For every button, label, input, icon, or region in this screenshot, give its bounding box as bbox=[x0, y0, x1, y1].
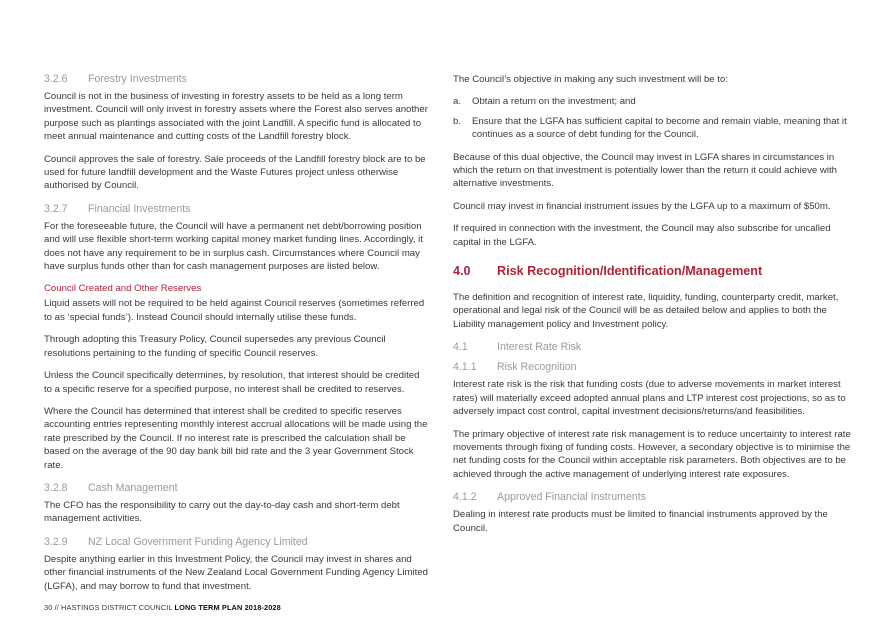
section-number: 4.1.2 bbox=[453, 491, 477, 504]
section-title: Interest Rate Risk bbox=[497, 341, 582, 354]
heading-4-1-2 bbox=[453, 490, 853, 504]
paragraph: The Council’s objective in making any such investment will be to: bbox=[453, 74, 728, 85]
list-marker: a. bbox=[453, 96, 462, 108]
section-number: 3.2.9 bbox=[44, 535, 68, 548]
section-title: Financial Investments bbox=[88, 202, 191, 215]
left-column bbox=[44, 72, 428, 602]
paragraph: Through adopting this Treasury Policy, Council supersedes any previous Council resolutions pertaining to the funding of specific Council reserves. bbox=[44, 334, 386, 359]
section-title: Forestry Investments bbox=[88, 73, 187, 85]
list-item bbox=[453, 95, 853, 108]
paragraph: The definition and recognition of interest rate, liquidity, funding, counterparty credit, market, operational and legal risk of the Council will be as detailed below and applies to both the Liability management policy and Investment policy. bbox=[453, 292, 839, 330]
right-column bbox=[453, 73, 853, 544]
footer-prefix: 30 // HASTINGS DISTRICT COUNCIL bbox=[44, 603, 173, 612]
paragraph: Unless the Council specifically determines, by resolution, that interest should be credited to a specific reserve for a specified purpose, no interest shall be credited to reserves. bbox=[44, 370, 420, 395]
paragraph: Liquid assets will not be required to be held against Council reserves (sometimes referred to as ‘special funds’). Instead Council should internally utilise these funds. bbox=[44, 298, 425, 323]
heading-4-0 bbox=[453, 263, 853, 279]
heading-3-2-9 bbox=[44, 535, 428, 549]
paragraph: The CFO has the responsibility to carry out the day-to-day cash and short-term debt management activities. bbox=[44, 499, 400, 525]
paragraph: Despite anything earlier in this Investment Policy, the Council may invest in shares and other financial instruments of the New Zealand Local Government Funding Agency Limited (LGFA), and may borrow to fund that investment. bbox=[44, 553, 428, 592]
paragraph: Dealing in interest rate products must be limited to financial instruments approved by the Council. bbox=[453, 509, 828, 534]
subheading-reserves: Council Created and Other Reserves bbox=[44, 283, 202, 295]
heading-3-2-7 bbox=[44, 202, 428, 216]
objective-list bbox=[453, 95, 853, 141]
heading-4-1 bbox=[453, 340, 853, 354]
page-footer bbox=[44, 603, 281, 612]
list-text: Obtain a return on the investment; and bbox=[472, 96, 636, 108]
paragraph: Council may invest in financial instrument issues by the LGFA up to a maximum of $50m. bbox=[453, 200, 831, 212]
section-number: 4.1.1 bbox=[453, 361, 477, 374]
footer-title: LONG TERM PLAN 2018-2028 bbox=[174, 603, 281, 612]
section-number: 3.2.8 bbox=[44, 481, 68, 494]
section-title: Risk Recognition bbox=[497, 361, 577, 374]
section-number: 3.2.7 bbox=[44, 202, 68, 215]
heading-4-1-1 bbox=[453, 360, 853, 374]
paragraph: Where the Council has determined that interest shall be credited to specific reserves accounting entries representing monthly interest accrual allocations will be made using the rate prescribed by the Council. If no interest rate is prescribed the calculation shall be based on the average of the 90 day bank bill bid rate and the 3 year Government Stock rate. bbox=[44, 405, 428, 471]
paragraph: The primary objective of interest rate risk management is to reduce uncertainty to interest rate movements through fixing of funding costs. However, a secondary objective is to minimise the net funding costs for the Council within acceptable risk parameters. Both objectives are to be achieved through the active management of underlying interest rate exposures. bbox=[453, 428, 851, 480]
section-title: Approved Financial Instruments bbox=[497, 491, 646, 504]
section-number: 3.2.6 bbox=[44, 73, 68, 85]
heading-3-2-6 bbox=[44, 72, 428, 86]
paragraph: Interest rate risk is the risk that funding costs (due to adverse movements in market interest rates) will materially exceed adopted annual plans and LTP interest cost projections, so as to adversely impact cost control, capital investment decisions/returns/and feasibilities. bbox=[453, 379, 846, 418]
paragraph: If required in connection with the investment, the Council may also subscribe for uncalled capital in the LGFA. bbox=[453, 223, 831, 248]
paragraph: For the foreseeable future, the Council will have a permanent net debt/borrowing position and will use flexible short-term working capital money market funding lines. Accordingly, it does not have any requirement to be in surplus cash. Circumstances where Council may have surplus funds other than for cash management purposes are listed below. bbox=[44, 220, 423, 273]
list-item bbox=[453, 115, 853, 142]
section-title: NZ Local Government Funding Agency Limited bbox=[88, 535, 308, 548]
section-title: Cash Management bbox=[88, 481, 178, 494]
heading-3-2-8 bbox=[44, 481, 428, 495]
paragraph: Council is not in the business of investing in forestry assets to be held as a long term investment. Council will only invest in forestry assets where the Forest also serves another purpose such as plantings associated with the joint Landfill. A specific fund is allocated to meet annual maintenance and cutting costs of the Landfill forestry block. bbox=[44, 91, 428, 143]
paragraph: Because of this dual objective, the Council may invest in LGFA shares in circumstances in which the return on that investment is potentially lower than the return it could achieve with alternative investments. bbox=[453, 151, 837, 190]
list-marker: b. bbox=[453, 115, 462, 127]
section-number: 4.0 bbox=[453, 264, 471, 279]
list-text: Ensure that the LGFA has sufficient capital to become and remain viable, meaning that it continues as a source of debt funding for the Council. bbox=[472, 115, 847, 141]
section-title: Risk Recognition/Identification/Management bbox=[497, 264, 763, 279]
section-number: 4.1 bbox=[453, 341, 468, 354]
paragraph: Council approves the sale of forestry. Sale proceeds of the Landfill forestry block are to be used for future landfill development and the Waste Futures project unless otherwise authorised by Council. bbox=[44, 153, 426, 192]
